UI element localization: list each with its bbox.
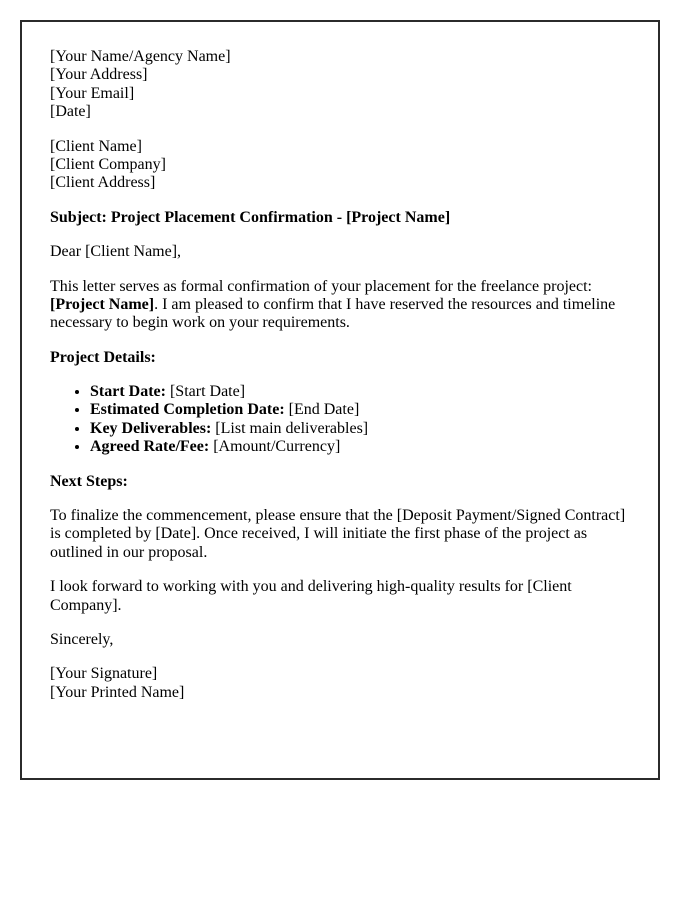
list-item xyxy=(90,401,630,419)
intro-text-after: . I am pleased to confirm that I have reserved the resources and timeline necessary to begin work on your requirements. xyxy=(50,295,616,332)
closing-paragraph: I look forward to working with you and delivering high-quality results for [Client Company]. xyxy=(50,578,572,614)
salutation: Dear [Client Name], xyxy=(50,243,182,261)
printed-name-line: [Your Printed Name] xyxy=(50,683,185,701)
sender-block xyxy=(50,48,630,122)
sign-off: Sincerely, xyxy=(50,630,114,648)
intro-paragraph xyxy=(50,278,630,333)
recipient-name-line: [Client Name] xyxy=(50,137,142,155)
signature-block xyxy=(50,665,630,702)
sender-email-line: [Your Email] xyxy=(50,84,135,102)
next-steps-paragraph: To finalize the commencement, please ensure that the [Deposit Payment/Signed Contract] is completed by [Date]. Once received, I will initiate the first phase of the project as outlined in our proposal. xyxy=(50,507,626,561)
sender-date-line: [Date] xyxy=(50,103,91,121)
list-item-value: [List main deliverables] xyxy=(211,419,369,437)
letter-document xyxy=(20,20,660,780)
intro-text-before: This letter serves as formal confirmation of your placement for the freelance project: xyxy=(50,277,592,295)
list-item-label: Start Date: xyxy=(90,383,166,401)
list-item-label: Key Deliverables: xyxy=(90,419,212,437)
project-details-list xyxy=(50,383,630,457)
recipient-address-line: [Client Address] xyxy=(50,174,156,192)
next-steps-heading: Next Steps: xyxy=(50,472,128,490)
list-item-value: [Amount/Currency] xyxy=(209,438,341,456)
list-item xyxy=(90,383,630,401)
list-item-value: [Start Date] xyxy=(165,383,246,401)
list-item xyxy=(90,438,630,456)
intro-project-name: [Project Name] xyxy=(50,295,155,313)
recipient-company-line: [Client Company] xyxy=(50,155,166,173)
sender-address-line: [Your Address] xyxy=(50,66,148,84)
sender-name-line: [Your Name/Agency Name] xyxy=(50,48,231,65)
list-item-label: Agreed Rate/Fee: xyxy=(90,438,210,456)
list-item-value: [End Date] xyxy=(284,401,360,419)
recipient-block xyxy=(50,138,630,193)
list-item xyxy=(90,420,630,438)
project-details-heading: Project Details: xyxy=(50,348,156,366)
subject-line: Subject: Project Placement Confirmation - [Project Name] xyxy=(50,208,451,226)
list-item-label: Estimated Completion Date: xyxy=(90,401,285,419)
signature-line: [Your Signature] xyxy=(50,665,158,683)
